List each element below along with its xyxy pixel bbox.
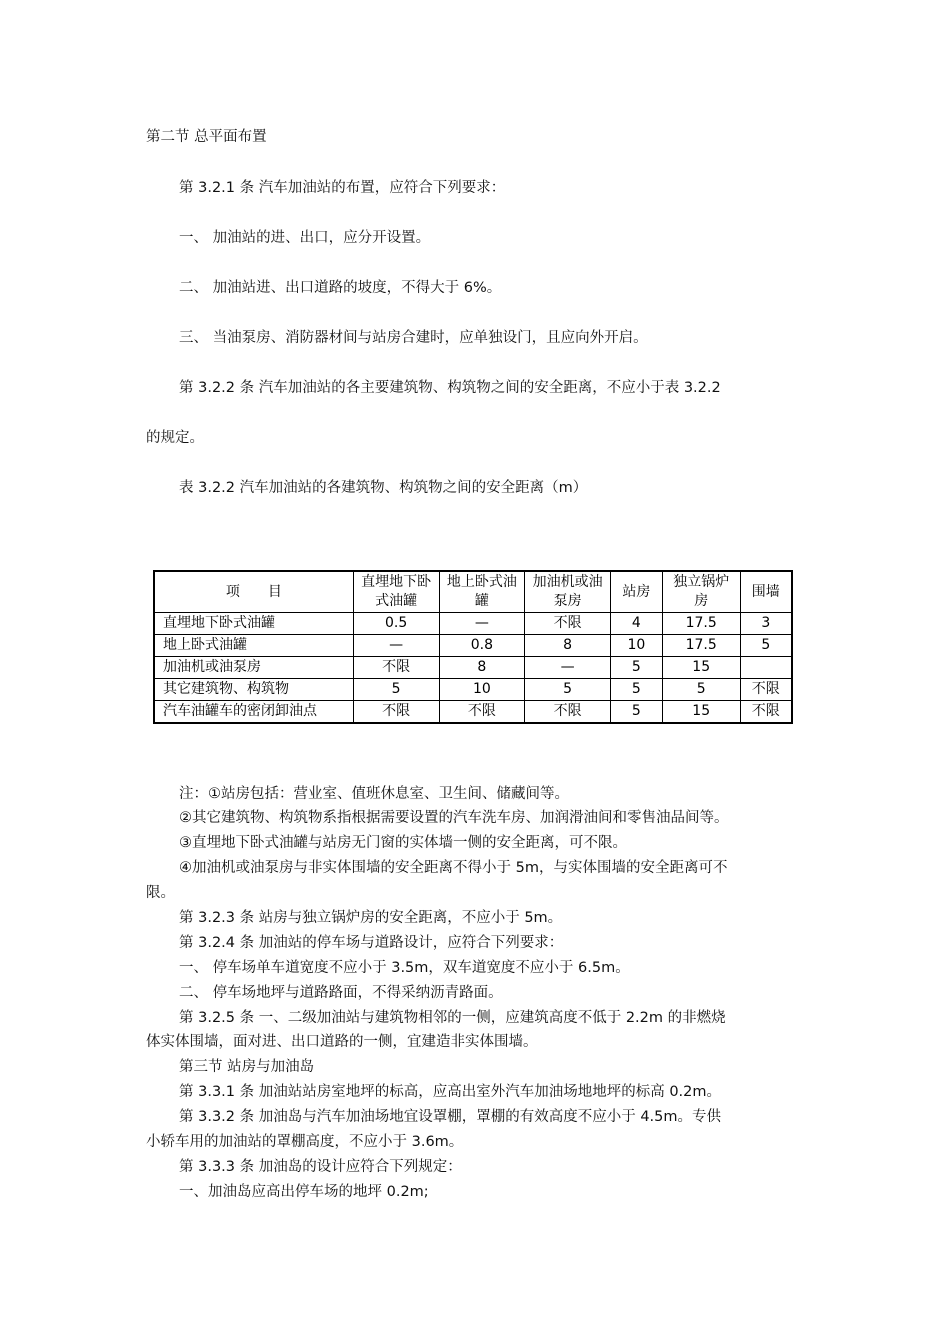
table-row [154, 679, 792, 701]
distance-table [153, 570, 793, 724]
table-row-label: 地上卧式油罐 [154, 635, 353, 657]
paragraph-3-3-2: 第 3.3.2 条 加油岛与汽车加油场地宜设罩棚，罩棚的有效高度不应小于 4.5m。专供 [179, 1109, 722, 1125]
table-row [154, 613, 792, 635]
paragraph-3-2-3: 第 3.2.3 条 站房与独立锅炉房的安全距离，不应小于 5m。 [179, 910, 563, 926]
table-cell: 不限 [353, 657, 439, 679]
table-row-label: 直埋地下卧式油罐 [154, 613, 353, 635]
table-cell: 15 [662, 701, 740, 724]
item-3-3-3-1: 一、加油岛应高出停车场的地坪 0.2m; [179, 1184, 429, 1200]
table-cell: 5 [353, 679, 439, 701]
table-row-label: 加油机或油泵房 [154, 657, 353, 679]
table-header-row [154, 571, 792, 613]
paragraph-3-2-5: 第 3.2.5 条 一、二级加油站与建筑物相邻的一侧，应建筑高度不低于 2.2m 的非燃烧 [179, 1010, 726, 1026]
table-cell: 不限 [353, 701, 439, 724]
table-cell: 不限 [525, 613, 611, 635]
table-cell: 0.5 [353, 613, 439, 635]
table-cell: 5 [662, 679, 740, 701]
paragraph-3-2-2: 第 3.2.2 条 汽车加油站的各主要建筑物、构筑物之间的安全距离，不应小于表 3.2.2 [179, 380, 721, 396]
paragraph-3-2-2-cont: 的规定。 [146, 430, 204, 446]
item-3-2-4-2: 二、 停车场地坪与道路路面，不得采纳沥青路面。 [179, 985, 503, 1001]
table-cell: 不限 [439, 701, 525, 724]
paragraph-3-2-5-cont: 体实体围墙，面对进、出口道路的一侧，宜建造非实体围墙。 [146, 1034, 538, 1050]
table-cell: — [439, 613, 525, 635]
table-cell: 5 [610, 679, 662, 701]
section-title: 第二节 总平面布置 [146, 129, 267, 145]
table-cell: — [353, 635, 439, 657]
table-cell: 5 [610, 657, 662, 679]
table-row [154, 701, 792, 724]
table-header-cell: 站房 [610, 571, 662, 613]
table-header-cell: 独立锅炉房 [662, 571, 740, 613]
table-cell: 17.5 [662, 613, 740, 635]
table-cell: 8 [439, 657, 525, 679]
paragraph-3-2-4: 第 3.2.4 条 加油站的停车场与道路设计，应符合下列要求： [179, 935, 564, 951]
note-3: ③直埋地下卧式油罐与站房无门窗的实体墙一侧的安全距离，可不限。 [179, 835, 627, 851]
table-row [154, 635, 792, 657]
table-cell: 5 [610, 701, 662, 724]
table-cell: — [525, 657, 611, 679]
table-row-label: 汽车油罐车的密闭卸油点 [154, 701, 353, 724]
item-3-2-1-2: 二、 加油站进、出口道路的坡度，不得大于 6%。 [179, 280, 502, 296]
item-3-2-4-1: 一、 停车场单车道宽度不应小于 3.5m，双车道宽度不应小于 6.5m。 [179, 960, 630, 976]
table-header-cell: 项 目 [154, 571, 353, 613]
table-header-cell: 围墙 [740, 571, 792, 613]
table-cell: 5 [740, 635, 792, 657]
table-cell: 不限 [525, 701, 611, 724]
table-cell: 10 [610, 635, 662, 657]
table-cell: 8 [525, 635, 611, 657]
table-cell: 5 [525, 679, 611, 701]
paragraph-3-2-1: 第 3.2.1 条 汽车加油站的布置，应符合下列要求： [179, 180, 506, 196]
table-cell: 17.5 [662, 635, 740, 657]
section3-title: 第三节 站房与加油岛 [179, 1059, 315, 1075]
item-3-2-1-1: 一、 加油站的进、出口，应分开设置。 [179, 230, 431, 246]
table-row [154, 657, 792, 679]
note-2: ②其它建筑物、构筑物系指根据需要设置的汽车洗车房、加润滑油间和零售油品间等。 [179, 810, 729, 826]
note-4-cont: 限。 [146, 885, 175, 901]
table-header-cell: 地上卧式油罐 [439, 571, 525, 613]
table-cell: 不限 [740, 701, 792, 724]
paragraph-3-3-2-cont: 小轿车用的加油站的罩棚高度，不应小于 3.6m。 [146, 1134, 464, 1150]
table-cell: 4 [610, 613, 662, 635]
note-4: ④加油机或油泵房与非实体围墙的安全距离不得小于 5m，与实体围墙的安全距离可不 [179, 860, 728, 876]
table-cell: 3 [740, 613, 792, 635]
table-caption: 表 3.2.2 汽车加油站的各建筑物、构筑物之间的安全距离（m） [179, 480, 588, 496]
table-header-cell: 直埋地下卧式油罐 [353, 571, 439, 613]
table-cell [740, 657, 792, 679]
table-cell: 10 [439, 679, 525, 701]
table-cell: 不限 [740, 679, 792, 701]
paragraph-3-3-3: 第 3.3.3 条 加油岛的设计应符合下列规定： [179, 1159, 462, 1175]
note-1: 注：①站房包括：营业室、值班休息室、卫生间、储藏间等。 [179, 786, 569, 802]
table-row-label: 其它建筑物、构筑物 [154, 679, 353, 701]
item-3-2-1-3: 三、 当油泵房、消防器材间与站房合建时，应单独设门，且应向外开启。 [179, 330, 648, 346]
table-cell: 15 [662, 657, 740, 679]
table-cell: 0.8 [439, 635, 525, 657]
table-header-cell: 加油机或油泵房 [525, 571, 611, 613]
paragraph-3-3-1: 第 3.3.1 条 加油站站房室地坪的标高，应高出室外汽车加油场地地坪的标高 0.2m。 [179, 1084, 722, 1100]
